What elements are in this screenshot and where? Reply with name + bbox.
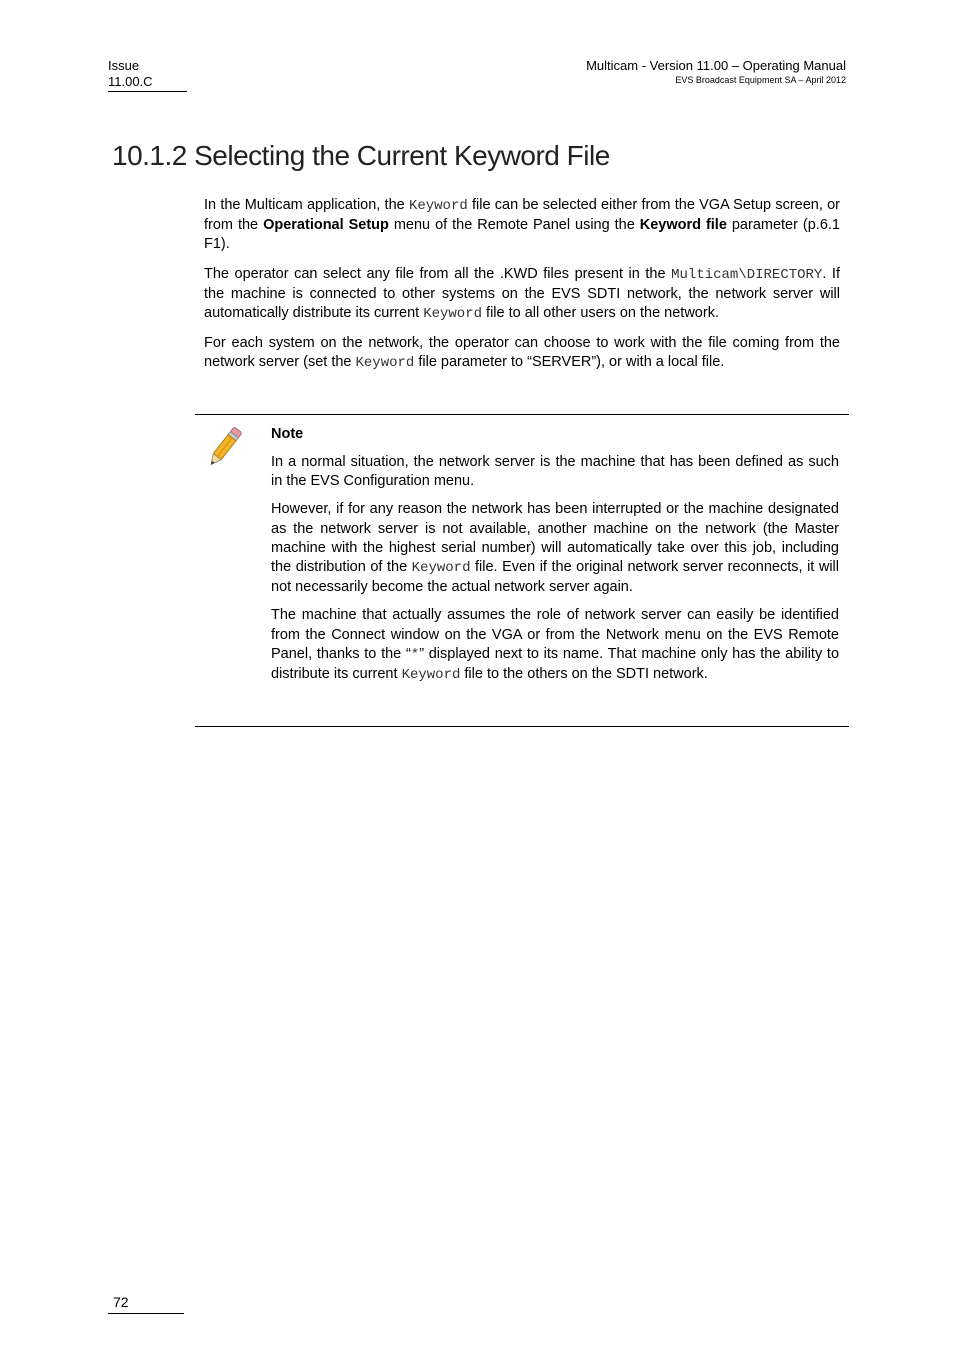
code-keyword: Keyword <box>423 306 483 323</box>
section-heading: 10.1.2 Selecting the Current Keyword File <box>112 140 610 171</box>
header-right <box>586 58 846 86</box>
company-line: EVS Broadcast Equipment SA – April 2012 <box>675 75 846 85</box>
text-run: The machine that actually assumes the role of network server can easily be identified from the Connect window on the VGA or from the Network menu on the EVS Remote Panel, thanks to the “ <box>271 607 839 662</box>
note-paragraph-3 <box>271 606 839 685</box>
note-paragraph-1 <box>271 453 839 491</box>
paragraph-2 <box>204 265 840 325</box>
text-run: . If the machine is connected to other systems on the EVS SDTI network, the network server will automatically distribute its current <box>204 265 840 322</box>
text-run: file parameter to “SERVER”), or with a local file. <box>414 354 725 371</box>
note-box <box>195 414 849 727</box>
body-text <box>204 196 840 384</box>
page-number: 72 <box>113 1294 129 1310</box>
text-run: file to the others on the SDTI network. <box>460 666 708 683</box>
text-run: For each system on the network, the operator can choose to work with the file coming from the network server (set the <box>204 335 840 371</box>
code-keyword: Keyword <box>401 667 461 684</box>
text-run: file. Even if the original network server reconnects, it will not necessarily become the actual network server again. <box>271 559 839 596</box>
text-run: file can be selected either from the VGA Setup screen, or from the <box>204 197 840 234</box>
text-run: In a normal situation, the network server is the machine that has been defined as such in the EVS Configuration menu. <box>271 454 839 490</box>
header-rule <box>108 91 187 92</box>
text-run: The operator can select any file from all the .KWD files present in the <box>204 265 672 282</box>
code-asterisk: * <box>410 646 420 663</box>
bold-keyword-file: Keyword file <box>639 217 727 234</box>
issue-block <box>108 58 188 90</box>
code-directory: Multicam\DIRECTORY <box>671 266 823 283</box>
issue-number: 11.00.C <box>108 74 153 89</box>
manual-title: Multicam - Version 11.00 – Operating Manual <box>586 58 846 73</box>
note-content <box>271 425 839 694</box>
text-run: In the Multicam application, the <box>204 197 409 213</box>
text-run: However, if for any reason the network has been interrupted or the machine designated as the network server is not available, another machine on the network (the Master machine with the highest serial number) will automatically take over this job, including the distribution of the <box>271 501 839 576</box>
bold-operational-setup: Operational Setup <box>263 217 389 234</box>
paragraph-3 <box>204 334 840 373</box>
paragraph-1 <box>204 196 840 255</box>
note-paragraph-2 <box>271 500 839 597</box>
text-run: file to all other users on the network. <box>482 305 719 322</box>
footer-rule <box>108 1313 184 1314</box>
text-run: parameter (p.6.1 F1). <box>204 217 840 253</box>
code-keyword: Keyword <box>408 198 468 214</box>
pencil-icon <box>203 425 245 471</box>
code-keyword: Keyword <box>411 560 471 577</box>
issue-label: Issue <box>108 58 140 73</box>
note-title: Note <box>271 426 304 442</box>
text-run: ” displayed next to its name. That machine only has the ability to distribute its current <box>271 645 840 683</box>
text-run: menu of the Remote Panel using the <box>388 217 640 234</box>
code-keyword: Keyword <box>355 355 415 372</box>
